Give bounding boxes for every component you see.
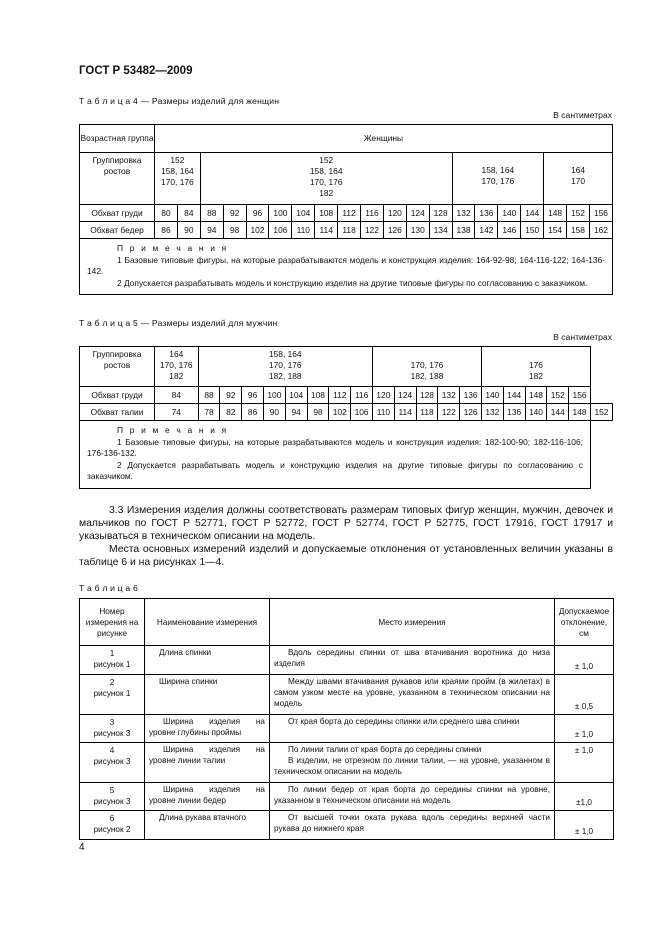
t4-note2: 2 Допускается разрабатывать модель и конструкцию изделия на другие типовые фигуры по согласованию с заказчиком. <box>117 277 588 288</box>
cell: 84 <box>155 387 199 404</box>
cell: 124 <box>406 205 429 222</box>
table6-caption: Т а б л и ц а 6 <box>79 583 138 593</box>
cell: 140 <box>481 387 503 404</box>
t5-hg4: 176 182 <box>481 347 590 387</box>
t6-h-num: Номер измерения на рисунке <box>80 599 145 646</box>
t6-place: Вдоль середины спинки от шва втачивания воротника до низа изделия <box>270 646 555 675</box>
cell: 94 <box>200 222 223 239</box>
t5-hg3: 170, 176 182, 188 <box>372 347 481 387</box>
t6-tol: ± 1,0 <box>555 743 614 783</box>
t6-name: Ширина изделия на уровне глубины проймы <box>145 715 270 743</box>
cell: 150 <box>521 222 544 239</box>
cell: 102 <box>246 222 269 239</box>
table4 <box>79 124 613 295</box>
cell: 122 <box>361 222 384 239</box>
cell: 116 <box>361 205 384 222</box>
cell: 88 <box>198 387 220 404</box>
t4-women: Женщины <box>155 125 613 153</box>
table5-units: В сантиметрах <box>553 332 612 342</box>
cell: 110 <box>372 404 394 421</box>
cell: 114 <box>394 404 416 421</box>
t6-place: По линии бедер от края борта до середины спинки на уровне, указанном в техническом описании на модель <box>270 783 555 811</box>
cell: 148 <box>525 387 547 404</box>
t5-waist-label: Обхват талии <box>80 404 155 421</box>
t4-hg1: 152 158, 164 170, 176 <box>155 153 201 205</box>
t6-place-part2: В изделии, не отрезном по линии талии, — на уровне, указанном в техническом описании на модель <box>274 756 550 776</box>
t4-bust-row <box>80 205 613 222</box>
t4-hg3: 158, 164 170, 176 <box>452 153 544 205</box>
t6-tol: ± 1,0 <box>555 715 614 743</box>
t6-place <box>270 743 555 783</box>
t6-h-name: Наименование измерения <box>145 599 270 646</box>
table4-units: В сантиметрах <box>553 110 612 120</box>
t6-h-tol: Допускаемое отклонение, см <box>555 599 614 646</box>
cell: 90 <box>263 404 285 421</box>
t6-name: Ширина изделия на уровне линии бедер <box>145 783 270 811</box>
cell: 144 <box>547 404 569 421</box>
cell: 108 <box>307 387 329 404</box>
cell: 148 <box>569 404 591 421</box>
t6-tol: ± 0,5 <box>555 675 614 715</box>
cell: 152 <box>567 205 590 222</box>
t5-note1: 1 Базовые типовые фигуры, на которые разрабатываются модель и конструкция изделия: 182-100-90; 182-116-106; 176-136-132. <box>87 436 583 458</box>
cell: 96 <box>246 205 269 222</box>
t6-num: 5 рисунок 3 <box>80 783 145 811</box>
t5-hg1: 164 170, 176 182 <box>155 347 199 387</box>
cell: 154 <box>544 222 567 239</box>
cell: 126 <box>383 222 406 239</box>
t6-tol: ±1,0 <box>555 783 614 811</box>
t5-waist-row <box>80 404 613 421</box>
t6-name: Длина спинки <box>145 646 270 675</box>
t5-height-label: Группировка ростов <box>80 347 155 387</box>
cell: 152 <box>590 404 612 421</box>
cell: 112 <box>338 205 361 222</box>
cell: 92 <box>220 387 242 404</box>
cell: 78 <box>198 404 220 421</box>
cell: 128 <box>429 205 452 222</box>
t4-hips-row <box>80 222 613 239</box>
t6-place: От края борта до середины спинки или среднего шва спинки <box>270 715 555 743</box>
t6-tol: ± 1,0 <box>555 646 614 675</box>
t6-place: От высшей точки оката рукава вдоль середины верхней части рукава до нижнего края <box>270 811 555 840</box>
cell: 96 <box>242 387 264 404</box>
cell: 98 <box>307 404 329 421</box>
cell: 86 <box>155 222 178 239</box>
table5-caption: Т а б л и ц а 5 — Размеры изделий для мужчин <box>79 318 278 328</box>
cell: 140 <box>525 404 547 421</box>
cell: 84 <box>177 205 200 222</box>
t4-bust-label: Обхват груди <box>80 205 155 222</box>
t6-name: Длина рукава втачного <box>145 811 270 840</box>
cell: 82 <box>220 404 242 421</box>
t6-place-part1: По линии талии от края борта до середины спинки <box>288 745 482 754</box>
cell: 100 <box>263 387 285 404</box>
cell: 110 <box>292 222 315 239</box>
t6-num: 3 рисунок 3 <box>80 715 145 743</box>
cell: 130 <box>406 222 429 239</box>
table-row <box>80 715 614 743</box>
cell: 116 <box>351 387 373 404</box>
cell: 156 <box>569 387 591 404</box>
cell: 148 <box>544 205 567 222</box>
t4-hips-label: Обхват бедер <box>80 222 155 239</box>
cell: 142 <box>475 222 498 239</box>
t6-place: Между швами втачивания рукавов или краями пройм (в жилетах) в самом узком месте на уровне, указанном в техническом описании на модель <box>270 675 555 715</box>
document-header: ГОСТ Р 53482—2009 <box>79 65 193 77</box>
t6-h-place: Место измерения <box>270 599 555 646</box>
cell: 106 <box>269 222 292 239</box>
table-row <box>80 783 614 811</box>
t5-chest-row <box>80 387 613 404</box>
t6-num: 2 рисунок 1 <box>80 675 145 715</box>
paragraph-3-3: 3.3 Измерения изделия должны соответствовать размерам типовых фигур женщин, мужчин, девочек и мальчиков по ГОСТ Р 52771, ГОСТ Р 52772, ГОСТ Р 52774, ГОСТ Р 52775, ГОСТ 17916, ГОСТ 17917 и указываться в техническом описании на модель. <box>79 505 613 542</box>
t6-num: 6 рисунок 2 <box>80 811 145 840</box>
table-row <box>80 743 614 783</box>
cell: 88 <box>200 205 223 222</box>
cell: 104 <box>292 205 315 222</box>
table4-caption: Т а б л и ц а 4 — Размеры изделий для женщин <box>79 96 280 106</box>
cell: 162 <box>589 222 612 239</box>
cell: 136 <box>460 387 482 404</box>
paragraph-places: Места основных измерений изделий и допускаемые отклонения от установленных величин указаны в таблице 6 и на рисунках 1—4. <box>79 544 613 568</box>
table-row <box>80 811 614 840</box>
cell: 144 <box>503 387 525 404</box>
cell: 90 <box>177 222 200 239</box>
t6-name: Ширина спинки <box>145 675 270 715</box>
page-number: 4 <box>79 842 85 853</box>
cell: 124 <box>394 387 416 404</box>
cell: 106 <box>351 404 373 421</box>
cell: 140 <box>498 205 521 222</box>
t5-hg2: 158, 164 170, 176 182, 188 <box>198 347 372 387</box>
t4-height-label: Группировка ростов <box>80 153 155 205</box>
cell: 100 <box>269 205 292 222</box>
cell: 132 <box>452 205 475 222</box>
cell: 86 <box>242 404 264 421</box>
cell: 118 <box>416 404 438 421</box>
section-3-3 <box>79 504 613 569</box>
cell: 94 <box>285 404 307 421</box>
table-row <box>80 646 614 675</box>
t5-chest-label: Обхват груди <box>80 387 155 404</box>
cell: 92 <box>223 205 246 222</box>
cell: 138 <box>452 222 475 239</box>
cell: 146 <box>498 222 521 239</box>
t5-notes <box>80 421 591 489</box>
table5 <box>79 346 613 489</box>
cell: 126 <box>460 404 482 421</box>
cell: 80 <box>155 205 178 222</box>
cell: 152 <box>547 387 569 404</box>
cell: 118 <box>338 222 361 239</box>
cell: 114 <box>315 222 338 239</box>
cell: 158 <box>567 222 590 239</box>
t4-notes-title: П р и м е ч а н и я <box>117 243 229 253</box>
cell: 136 <box>475 205 498 222</box>
t6-tol: ± 1,0 <box>555 811 614 840</box>
cell: 102 <box>329 404 351 421</box>
cell: 136 <box>503 404 525 421</box>
t4-hg4: 164 170 <box>544 153 613 205</box>
cell: 132 <box>438 387 460 404</box>
cell: 98 <box>223 222 246 239</box>
t4-notes <box>80 239 613 295</box>
cell: 122 <box>438 404 460 421</box>
cell: 132 <box>481 404 503 421</box>
cell: 120 <box>383 205 406 222</box>
t4-age-label: Возрастная группа <box>80 125 155 153</box>
t5-notes-title: П р и м е ч а н и я <box>117 425 229 435</box>
t4-note1: 1 Базовые типовые фигуры, на которые разрабатываются модель и конструкция изделия: 164-92-98; 164-116-122; 164-136-142. <box>87 254 605 276</box>
t4-hg2: 152 158, 164 170, 176 182 <box>200 153 452 205</box>
t6-num: 1 рисунок 1 <box>80 646 145 675</box>
cell: 144 <box>521 205 544 222</box>
t6-num: 4 рисунок 3 <box>80 743 145 783</box>
table6 <box>79 598 614 840</box>
cell: 134 <box>429 222 452 239</box>
t5-note2: 2 Допускается разрабатывать модель и конструкцию изделия на другие типовые фигуры по согласованию с заказчиком. <box>87 459 583 481</box>
cell: 156 <box>589 205 612 222</box>
cell: 74 <box>155 404 199 421</box>
cell: 104 <box>285 387 307 404</box>
cell: 112 <box>329 387 351 404</box>
cell: 120 <box>372 387 394 404</box>
cell: 108 <box>315 205 338 222</box>
t6-name: Ширина изделия на уровне линии талии <box>145 743 270 783</box>
cell: 128 <box>416 387 438 404</box>
table-row <box>80 675 614 715</box>
